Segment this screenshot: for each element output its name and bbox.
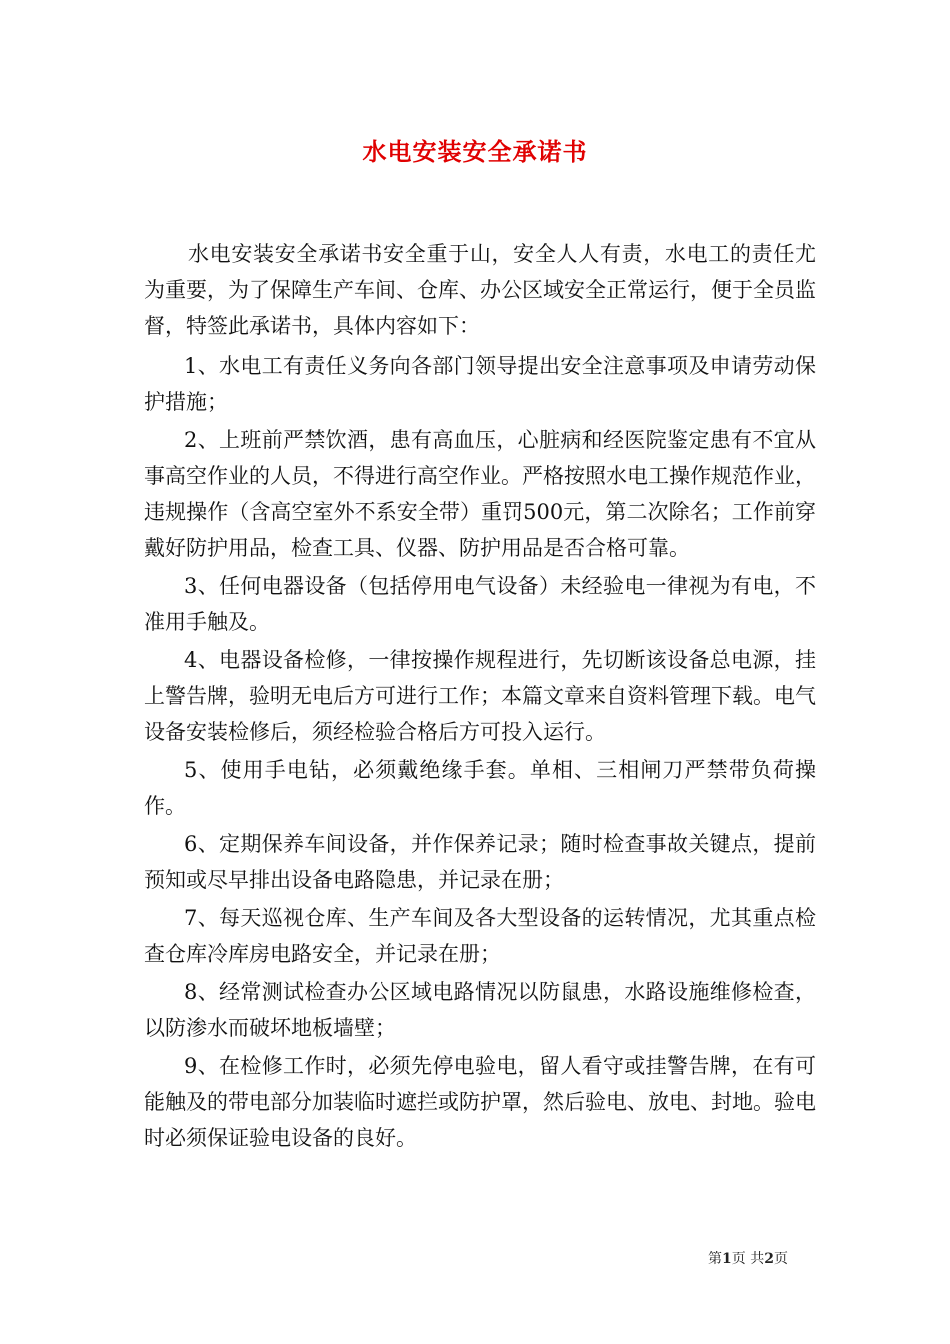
- clause-9: 9、在检修工作时，必须先停电验电，留人看守或挂警告牌，在有可能触及的带电部分加装临时遮拦或防护罩，然后验电、放电、封地。验电时必须保证验电设备的良好。: [144, 1054, 816, 1150]
- footer-suffix: 页: [773, 1251, 788, 1267]
- footer-middle: 页 共: [731, 1251, 765, 1267]
- total-pages-number: 2: [764, 1251, 774, 1267]
- clause-6: 6、定期保养车间设备，并作保养记录；随时检查事故关键点，提前预知或尽早排出设备电路隐患，并记录在册；: [144, 832, 816, 892]
- document-body: [144, 236, 816, 1158]
- current-page-number: 1: [722, 1251, 732, 1267]
- intro-paragraph: 水电安装安全承诺书安全重于山，安全人人有责，水电工的责任尤为重要，为了保障生产车间、仓库、办公区域安全正常运行，便于全员监督，特签此承诺书，具体内容如下：: [144, 242, 816, 338]
- clause-5: 5、使用手电钻，必须戴绝缘手套。单相、三相闸刀严禁带负荷操作。: [144, 758, 816, 818]
- clause-4: 4、电器设备检修，一律按操作规程进行，先切断该设备总电源，挂上警告牌，验明无电后方可进行工作；本篇文章来自资料管理下载。电气设备安装检修后，须经检验合格后方可投入运行。: [144, 648, 816, 744]
- clause-8: 8、经常测试检查办公区域电路情况以防鼠患，水路设施维修检查，以防渗水而破坏地板墙壁；: [144, 980, 816, 1040]
- clause-2: 2、上班前严禁饮酒，患有高血压，心脏病和经医院鉴定患有不宜从事高空作业的人员，不得进行高空作业。严格按照水电工操作规范作业，违规操作（含高空室外不系安全带）重罚500元，第二次除名；工作前穿戴好防护用品，检查工具、仪器、防护用品是否合格可靠。: [144, 428, 816, 560]
- clause-7: 7、每天巡视仓库、生产车间及各大型设备的运转情况，尤其重点检查仓库冷库房电路安全，并记录在册；: [144, 906, 816, 966]
- document-title: 水电安装安全承诺书: [362, 137, 588, 166]
- page-number-footer: [708, 1248, 788, 1268]
- clause-1: 1、水电工有责任义务向各部门领导提出安全注意事项及申请劳动保护措施；: [144, 354, 816, 414]
- footer-prefix: 第: [708, 1251, 722, 1267]
- clause-3: 3、任何电器设备（包括停用电气设备）未经验电一律视为有电，不准用手触及。: [144, 574, 816, 634]
